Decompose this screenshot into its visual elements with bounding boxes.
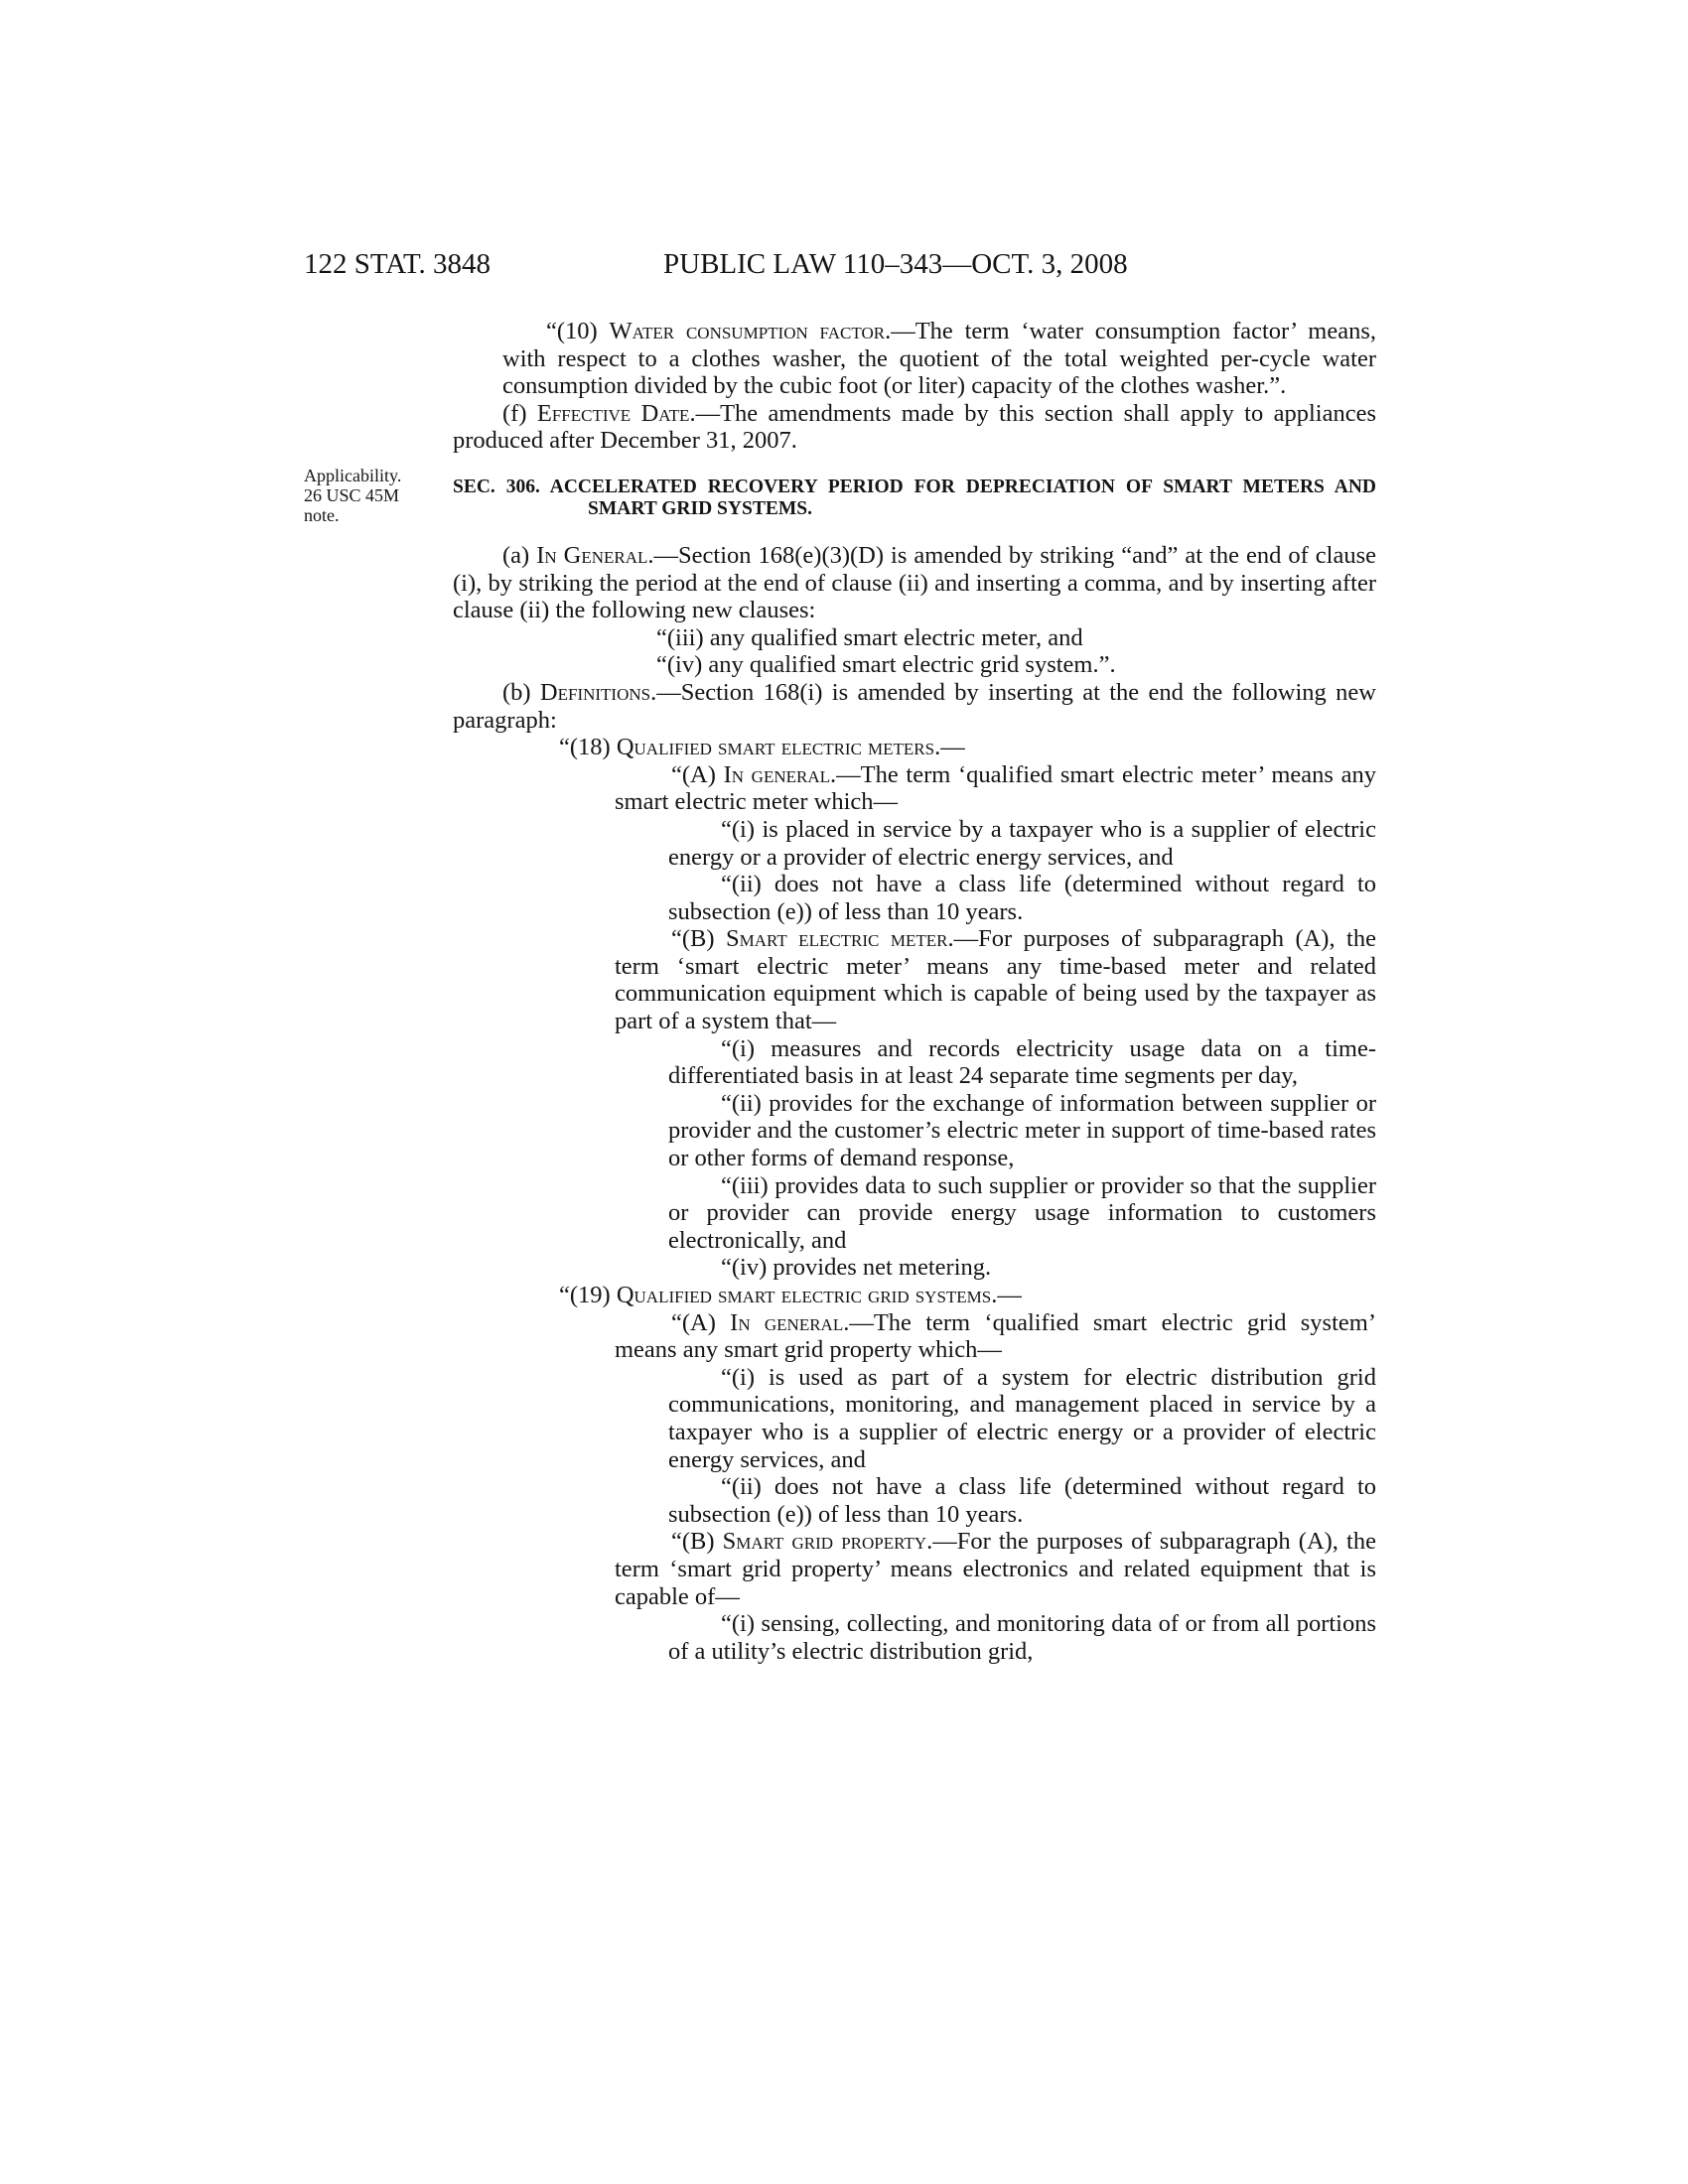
subparagraph-heading: In general xyxy=(730,1308,844,1336)
subparagraph-19-b: “(B) Smart grid property.—For the purposes of subparagraph (A), the term ‘smart grid property’ means electronics and related equipment that is capable of— xyxy=(615,1528,1376,1610)
subparagraph-18-b: “(B) Smart electric meter.—For purposes of subparagraph (A), the term ‘smart electric meter’ means any time-based meter and related communication equipment which is capable of being used by the taxpayer as part of a system that— xyxy=(615,925,1376,1035)
section-heading: SEC. 306. ACCELERATED RECOVERY PERIOD FOR DEPRECIATION OF SMART METERS AND SMART GRID SYSTEMS. xyxy=(453,476,1376,519)
paragraph-heading: Qualified smart electric grid systems xyxy=(616,1282,992,1308)
subparagraph-18-a: “(A) In general.—The term ‘qualified smart electric meter’ means any smart electric meter which— xyxy=(615,760,1377,816)
clause-18-a-i: “(i) is placed in service by a taxpayer who is a supplier of electric energy or a provider of electric energy services, and xyxy=(668,815,1376,871)
subparagraph-heading: Smart electric meter xyxy=(726,925,948,953)
clause-18-b-iv: “(iv) provides net metering. xyxy=(721,1254,992,1282)
paragraph-19: “(19) Qualified smart electric grid systems.— xyxy=(559,1282,1022,1308)
subparagraph-heading: In general xyxy=(723,760,830,788)
subsection-b: (b) Definitions.—Section 168(i) is amended by inserting at the end the following new paragraph: xyxy=(453,678,1376,734)
subsection-heading: Effective Date xyxy=(536,399,690,427)
clause-18-b-ii: “(ii) provides for the exchange of information between supplier or provider and the customer’s electric meter in support of time-based rates or other forms of demand response, xyxy=(668,1089,1376,1172)
clause-19-a-ii: “(ii) does not have a class life (determined without regard to subsection (e)) of less than 10 years. xyxy=(668,1473,1376,1528)
clause-18-a-ii: “(ii) does not have a class life (determined without regard to subsection (e)) of less than 10 years. xyxy=(668,871,1376,925)
subparagraph-19-a: “(A) In general.—The term ‘qualified smart electric grid system’ means any smart grid property which— xyxy=(615,1308,1376,1364)
margin-note xyxy=(304,466,401,525)
margin-note-line: Applicability. xyxy=(304,466,402,485)
paragraph-heading: Water consumption factor xyxy=(609,318,886,344)
statute-body xyxy=(453,318,1377,1665)
subparagraph-heading: Smart grid property xyxy=(722,1528,927,1556)
subsection-a: (a) In General.—Section 168(e)(3)(D) is amended by striking “and” at the end of clause (i), by striking the period at the end of clause (ii) and inserting a comma, and by inserting after clause (ii) the following new clauses: xyxy=(453,541,1376,624)
subsection-heading: In General xyxy=(536,541,648,569)
clause-19-a-i: “(i) is used as part of a system for electric distribution grid communications, monitoring, and management placed in service by a taxpayer who is a supplier of electric energy or a provider of electric energy services, and xyxy=(668,1363,1376,1473)
page-header xyxy=(0,248,1688,288)
statute-page-number: 122 STAT. 3848 xyxy=(304,248,492,280)
clause-18-b-iii: “(iii) provides data to such supplier or provider so that the supplier or provider can provide energy usage information to customers electronically, and xyxy=(668,1171,1376,1254)
clause-18-b-i: “(i) measures and records electricity usage data on a time-differentiated basis in at least 24 separate time segments per day, xyxy=(668,1034,1376,1090)
subsection-heading: Definitions xyxy=(539,678,651,706)
public-law-title: PUBLIC LAW 110–343—OCT. 3, 2008 xyxy=(663,248,1128,280)
margin-note-line: note. xyxy=(304,505,340,525)
paragraph-18: “(18) Qualified smart electric meters.— xyxy=(559,734,965,761)
margin-note-line: 26 USC 45M xyxy=(304,485,400,505)
paragraph-heading: Qualified smart electric meters xyxy=(616,734,935,761)
paragraph-10: “(10) Water consumption factor.—The term ‘water consumption factor’ means, with respect to a clothes washer, the quotient of the total weighted per-cycle water consumption divided by the cubic foot (or liter) capacity of the clothes washer.”. xyxy=(502,318,1376,400)
subsection-f: (f) Effective Date.—The amendments made by this section shall apply to appliances produced after December 31, 2007. xyxy=(453,399,1376,455)
clause-iii: “(iii) any qualified smart electric meter, and xyxy=(656,623,1083,651)
clause-iv: “(iv) any qualified smart electric grid system.”. xyxy=(656,651,1116,679)
clause-19-b-i: “(i) sensing, collecting, and monitoring data of or from all portions of a utility’s electric distribution grid, xyxy=(668,1610,1376,1665)
